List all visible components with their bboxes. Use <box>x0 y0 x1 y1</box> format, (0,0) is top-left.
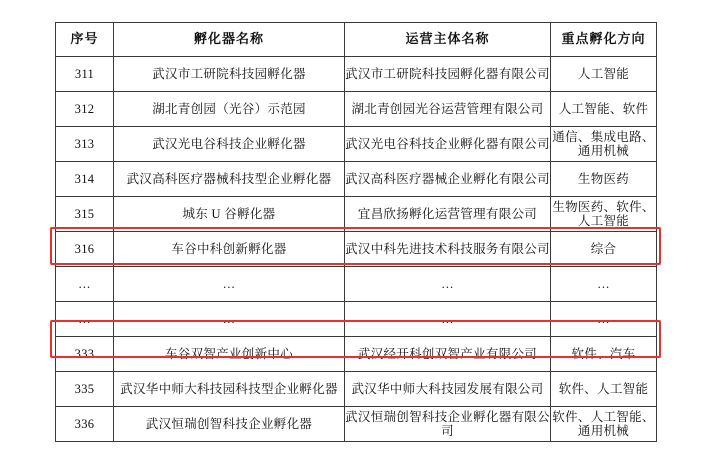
cell-focus: 软件、人工智能 <box>551 372 657 407</box>
table-row-highlighted <box>56 232 657 267</box>
table-body <box>56 57 657 442</box>
table-row <box>56 127 657 162</box>
cell-name: 武汉光电谷科技企业孵化器 <box>114 127 345 162</box>
cell-name: 车谷中科创新孵化器 <box>114 232 345 267</box>
table-header-row <box>56 23 657 57</box>
cell-no: 335 <box>56 372 114 407</box>
cell-focus: 软件、人工智能、通用机械 <box>551 407 657 442</box>
table-row <box>56 407 657 442</box>
header-cell-focus: 重点孵化方向 <box>551 23 657 57</box>
cell-focus: 生物医药、软件、人工智能 <box>551 197 657 232</box>
cell-operator: 武汉恒瑞创智科技企业孵化器有限公司 <box>345 407 551 442</box>
cell-name: … <box>114 267 345 302</box>
table-row <box>56 372 657 407</box>
cell-name: 城东 U 谷孵化器 <box>114 197 345 232</box>
table-row <box>56 92 657 127</box>
cell-operator: 宜昌欣扬孵化运营管理有限公司 <box>345 197 551 232</box>
cell-no: … <box>56 302 114 337</box>
header-cell-name: 孵化器名称 <box>114 23 345 57</box>
cell-focus: 人工智能 <box>551 57 657 92</box>
cell-focus: 通信、集成电路、通用机械 <box>551 127 657 162</box>
incubator-table <box>55 22 657 442</box>
cell-no: 316 <box>56 232 114 267</box>
table-row <box>56 57 657 92</box>
cell-operator: … <box>345 302 551 337</box>
cell-focus: 软件、汽车 <box>551 337 657 372</box>
cell-no: 315 <box>56 197 114 232</box>
cell-focus: 人工智能、软件 <box>551 92 657 127</box>
cell-operator: 武汉光电谷科技企业孵化器有限公司 <box>345 127 551 162</box>
cell-no: 313 <box>56 127 114 162</box>
table-row-highlighted <box>56 337 657 372</box>
cell-operator: 武汉华中师大科技园发展有限公司 <box>345 372 551 407</box>
cell-operator: 武汉经开科创双智产业有限公司 <box>345 337 551 372</box>
cell-operator: … <box>345 267 551 302</box>
cell-operator: 武汉市工研院科技园孵化器有限公司 <box>345 57 551 92</box>
cell-operator: 武汉中科先进技术科技服务有限公司 <box>345 232 551 267</box>
cell-no: 333 <box>56 337 114 372</box>
cell-no: … <box>56 267 114 302</box>
table-row <box>56 162 657 197</box>
cell-no: 312 <box>56 92 114 127</box>
header-cell-operator: 运营主体名称 <box>345 23 551 57</box>
cell-focus: 综合 <box>551 232 657 267</box>
table-header <box>56 23 657 57</box>
cell-name: 武汉恒瑞创智科技企业孵化器 <box>114 407 345 442</box>
cell-focus: 生物医药 <box>551 162 657 197</box>
cell-name: 湖北青创园（光谷）示范园 <box>114 92 345 127</box>
table-row-ellipsis <box>56 267 657 302</box>
cell-focus: … <box>551 302 657 337</box>
cell-name: 武汉华中师大科技园科技型企业孵化器 <box>114 372 345 407</box>
cell-name: … <box>114 302 345 337</box>
cell-no: 314 <box>56 162 114 197</box>
header-cell-no: 序号 <box>56 23 114 57</box>
table-row-ellipsis <box>56 302 657 337</box>
cell-operator: 湖北青创园光谷运营管理有限公司 <box>345 92 551 127</box>
cell-operator: 武汉高科医疗器械企业孵化有限公司 <box>345 162 551 197</box>
cell-no: 311 <box>56 57 114 92</box>
cell-focus: … <box>551 267 657 302</box>
cell-no: 336 <box>56 407 114 442</box>
table-row <box>56 197 657 232</box>
cell-name: 武汉市工研院科技园孵化器 <box>114 57 345 92</box>
cell-name: 车谷双智产业创新中心 <box>114 337 345 372</box>
cell-name: 武汉高科医疗器械科技型企业孵化器 <box>114 162 345 197</box>
